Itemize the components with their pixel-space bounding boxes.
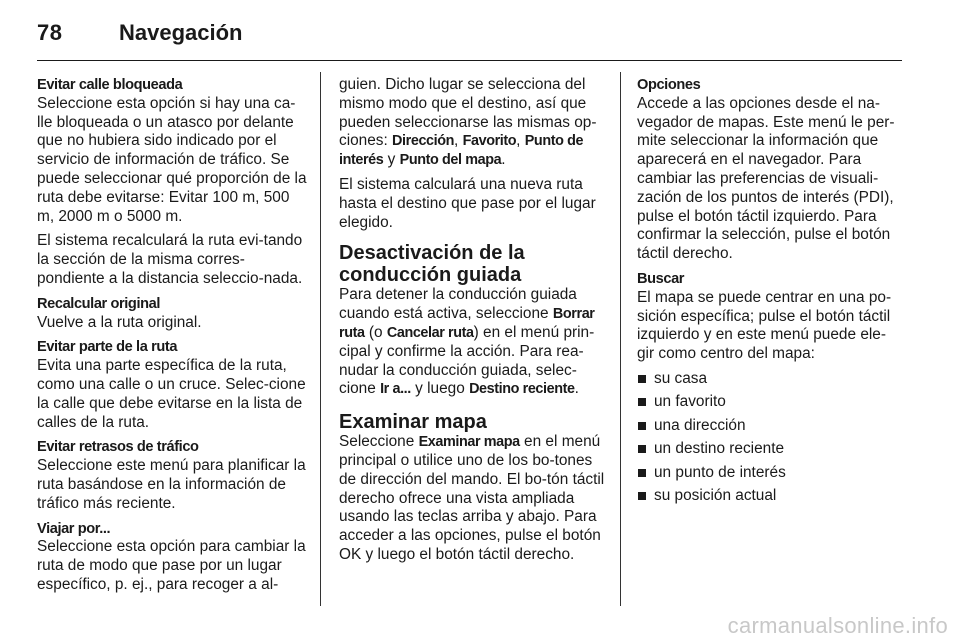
paragraph: Vuelve a la ruta original.: [37, 313, 202, 331]
text-run: (o: [364, 323, 387, 341]
sub-heading: Evitar parte de la ruta: [37, 339, 178, 356]
text-run: Para detener la conducción guiada cuando está activa, seleccione: [339, 286, 577, 323]
square-bullet-icon: [638, 422, 646, 430]
list-item: [637, 393, 903, 412]
bold-term: Punto de interés: [339, 133, 584, 169]
sub-heading: Opciones: [637, 77, 701, 93]
bold-term: Punto del mapa: [399, 152, 502, 169]
text-run: y luego: [410, 380, 470, 398]
page-number: 78: [37, 20, 63, 45]
sub-heading: Evitar calle bloqueada: [37, 77, 183, 93]
text-run: guien. Dicho lugar se selecciona del mismo modo que el destino, así que pueden seleccionarse las mismas op-ciones:: [339, 76, 597, 150]
square-bullet-icon: [638, 375, 646, 383]
text-run: Seleccione: [339, 433, 419, 451]
section-evitar-parte: [37, 338, 307, 432]
list-item-text: su casa: [654, 369, 708, 387]
list-item-text: un favorito: [654, 393, 726, 411]
bold-term: Cancelar ruta: [386, 324, 474, 341]
list-item: [637, 487, 903, 506]
list-item-text: un destino reciente: [654, 440, 785, 458]
square-bullet-icon: [638, 398, 646, 406]
list-item-text: una dirección: [654, 416, 746, 434]
section-viajar-por: [37, 520, 307, 595]
paragraph: [339, 433, 607, 565]
square-bullet-icon: [638, 492, 646, 500]
section-buscar: [637, 270, 903, 506]
column-2: [339, 76, 607, 565]
paragraph: Seleccione esta opción para cambiar la ruta de modo que pase por un lugar específico, p. ej., para recoger a al-: [37, 538, 306, 593]
sub-heading: Buscar: [637, 270, 685, 287]
sub-heading: Viajar por...: [37, 520, 111, 537]
paragraph: El mapa se puede centrar en una po-sición específica; pulse el botón táctil izquierdo y en este menú puede ele-gir como centro del mapa:: [637, 288, 892, 363]
paragraph: Accede a las opciones desde el na-vegador de mapas. Este menú le per-mite seleccionar la información que aparecerá en el navegador. Para cambiar las preferencias de visuali-zación de los puntos de interés (PDI), pulse el botón táctil izquierdo. Para confirmar la selección, pulse el botón táctil derecho.: [637, 94, 895, 263]
text-run: y: [383, 151, 400, 169]
bold-term: Destino reciente: [469, 381, 575, 398]
column-divider: [320, 72, 321, 606]
paragraph: Seleccione esta opción si hay una ca-lle bloqueada o un atasco por delante que no hubiera sido indicado por el servicio de información de tráfico. Se puede seleccionar qué proporción de la ruta debe evitarse: Evitar 100 m, 500 m, 2000 m o 5000 m.: [37, 94, 307, 225]
sub-heading: Evitar retrasos de tráfico: [37, 439, 199, 456]
paragraph: [339, 76, 607, 170]
text-run: .: [501, 151, 506, 169]
paragraph: Evita una parte específica de la ruta, como una calle o un cruce. Selec-cione la calle que debe evitarse en la lista de calles de la ruta.: [37, 357, 306, 431]
list-item-text: un punto de interés: [654, 463, 786, 481]
section-evitar-calle: [37, 76, 307, 289]
bold-term: Ir a...: [380, 381, 411, 398]
list-item: [637, 370, 903, 389]
text-run: en el menú principal o utilice uno de los bo-tones de dirección del mando. El bo-tón táctil derecho ofrece una vista ampliada usando las teclas arriba y abajo. Para acceder a las opciones, pulse el botón OK y luego el botón táctil derecho.: [339, 433, 605, 563]
text-run: ,: [454, 132, 463, 150]
square-bullet-icon: [638, 469, 646, 477]
column-divider: [620, 72, 621, 606]
bold-term: Favorito: [462, 133, 517, 150]
paragraph: Seleccione este menú para planificar la ruta basándose en la información de tráfico más reciente.: [37, 457, 306, 512]
section-opciones: [637, 76, 903, 264]
section-title: Navegación: [119, 20, 243, 45]
watermark: carmanualsonline.info: [727, 613, 948, 638]
bold-term: Examinar mapa: [418, 434, 520, 451]
paragraph: El sistema recalculará la ruta evi-tando la sección de la misma corres-pondiente a la distancia seleccio-nada.: [37, 232, 303, 287]
section-recalcular: [37, 295, 307, 333]
list-item: [637, 440, 903, 459]
list-item: [637, 417, 903, 436]
paragraph: El sistema calculará una nueva ruta hasta el destino que pase por el lugar elegido.: [339, 175, 596, 231]
bold-term: Borrar ruta: [339, 306, 595, 341]
bullet-list: [637, 370, 903, 506]
heading-examinar-mapa: Examinar mapa: [339, 411, 487, 434]
column-1: [37, 76, 307, 601]
bold-term: Dirección: [392, 133, 455, 150]
sub-heading: Recalcular original: [37, 295, 160, 312]
column-3: [637, 76, 903, 512]
paragraph: [339, 286, 607, 399]
text-run: .: [574, 380, 579, 398]
list-item: [637, 464, 903, 483]
heading-desactivacion: Desactivación de la conducción guiada: [339, 242, 525, 287]
square-bullet-icon: [638, 445, 646, 453]
header-rule: [37, 60, 902, 61]
section-evitar-retrasos: [37, 438, 307, 513]
text-run: ) en el menú prin-cipal y confirme la acción. Para rea-nudar la conducción guiada, selec-cione: [339, 323, 595, 398]
list-item-text: su posición actual: [654, 487, 777, 505]
text-run: ,: [516, 132, 525, 150]
